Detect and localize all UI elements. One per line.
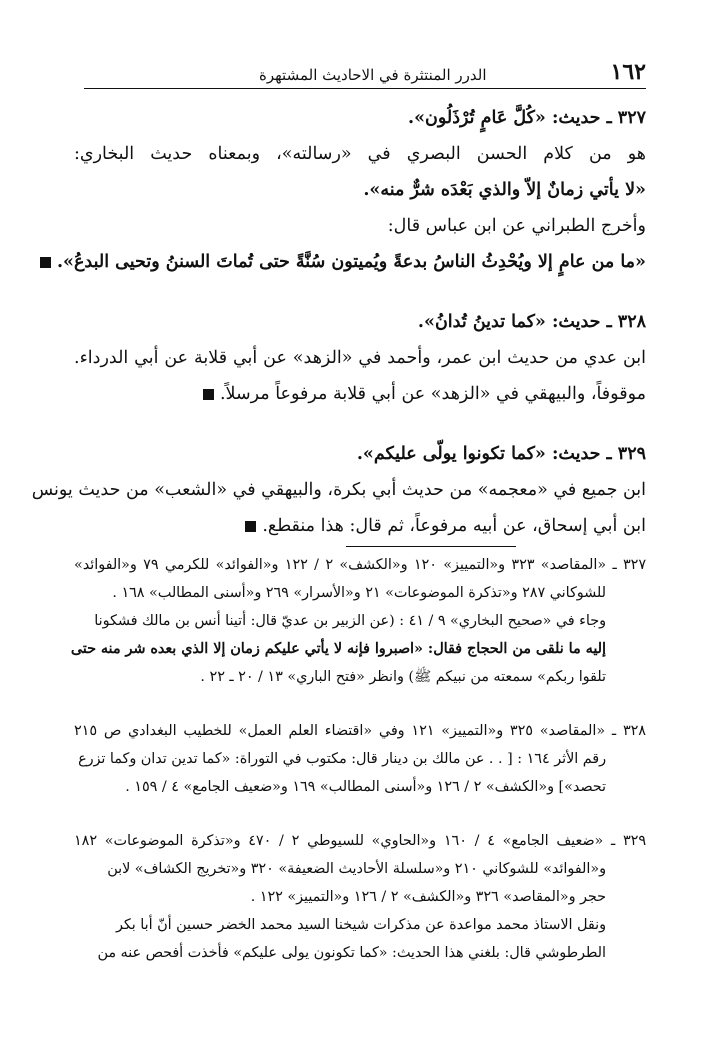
entry-heading: ٣٢٩ ـ حديث: «كما تكونوا يولّى عليكم». [356, 444, 646, 464]
running-title: الدرر المنتثرة في الاحاديث المشتهرة [259, 66, 487, 84]
entry-heading: ٣٢٨ ـ حديث: «كما تدينُ تُدانُ». [417, 312, 646, 332]
footnote-line: إليه ما نلقى من الحجاج فقال: «اصبروا فإنه لا يأتي عليكم زمان إلا الذي بعده شر منه حتى [70, 641, 606, 657]
footnote-line: الطرطوشي قال: بلغني هذا الحديث: «كما تكونون يولى عليكم» فأخذت أفحص عنه من [97, 945, 606, 961]
footnote-line: تلقوا ربكم» سمعته من نبيكم ﷺ) وانظر «فتح الباري» ١٣ / ٢٠ ـ ٢٢ . [200, 669, 606, 685]
page-number: ١٦٢ [610, 59, 646, 85]
end-mark-icon [203, 389, 214, 400]
entry-quote: «لا يأتي زمانٌ إلاّ والذي بَعْدَه شرٌّ منه». [363, 180, 646, 200]
page-header [84, 52, 646, 89]
footnote-line: وجاء في «صحيح البخاري» ٩ / ٤١ : (عن الزبير بن عديّ قال: أتينا أنس بن مالك فشكونا [94, 613, 606, 629]
entry-line: موقوفاً، والبيهقي في «الزهد» عن أبي قلابة مرفوعاً مرسلاً. [74, 376, 646, 412]
footnote-line: تحصد»] و«الكشف» ٢ / ١٢٦ و«أسنى المطالب» ١٦٩ و«ضعيف الجامع» ٤ / ١٥٩ . [125, 779, 606, 795]
entry-line: وأخرج الطبراني عن ابن عباس قال: [387, 216, 646, 236]
end-mark-icon [40, 257, 51, 268]
footnotes [70, 546, 647, 993]
footnote-329 [74, 827, 646, 967]
entry-line: ابن عدي من حديث ابن عمر، وأحمد في «الزهد» عن أبي قلابة عن أبي الدرداء. [74, 348, 646, 368]
footnote-line: للشوكاني ٢٨٧ و«تذكرة الموضوعات» ٢١ و«الأسرار» ٢٦٩ و«أسنى المطالب» ١٦٨ . [112, 585, 606, 601]
footnote-divider [346, 546, 516, 547]
footnote-327 [70, 551, 647, 691]
footnote-line: رقم الأثر ١٦٤ : [ . . عن مالك بن دينار قال: مكتوب في التوراة: «كما تدين تدان وكما تزرع [78, 751, 606, 767]
footnote-line: ونقل الاستاذ محمد مواعدة عن مذكرات شيخنا السيد محمد الخضر حسين أنّ أبا بكر [116, 917, 606, 933]
entry-quote: «ما من عامٍ إلا ويُحْدِثُ الناسُ بدعةً ويُميتون سُنَّةً حتى تُماتَ السننُ وتحيى البدعُ». [74, 244, 646, 280]
main-text [31, 100, 646, 568]
hadith-entry-327 [56, 100, 646, 280]
entry-heading: ٣٢٧ ـ حديث: «كُلَّ عَامٍ تُرْذَلُون». [407, 108, 646, 128]
hadith-entry-329 [31, 436, 646, 544]
entry-line: ابن أبي إسحاق، عن أبيه مرفوعاً، ثم قال: هذا منقطع. [74, 508, 646, 544]
entry-line: هو من كلام الحسن البصري في «رسالته»، وبمعناه حديث البخاري: [74, 144, 646, 164]
footnote-line: ٣٢٨ ـ «المقاصد» ٣٢٥ و«التمييز» ١٢١ وفي «اقتضاء العلم العمل» للخطيب البغدادي ص ٢١٥ [74, 723, 646, 739]
end-mark-icon [245, 521, 256, 532]
footnote-line: ٣٢٧ ـ «المقاصد» ٣٢٣ و«التمييز» ١٢٠ و«الكشف» ٢ / ١٢٢ و«الفوائد» للكرمي ٧٩ و«الفوائد» [74, 557, 647, 573]
footnote-line: و«الفوائد» للشوكاني ٢١٠ و«سلسلة الأحاديث الضعيفة» ٣٢٠ و«تخريج الكشاف» لابن [107, 861, 606, 877]
entry-line: ابن جميع في «معجمه» من حديث أبي بكرة، والبيهقي في «الشعب» من حديث يونس [31, 480, 646, 500]
footnote-line: ٣٢٩ ـ «ضعيف الجامع» ٤ / ١٦٠ و«الحاوي» للسيوطي ٢ / ٤٧٠ و«تذكرة الموضوعات» ١٨٢ [74, 833, 647, 849]
hadith-entry-328 [74, 304, 646, 412]
footnote-328 [74, 717, 646, 801]
footnote-line: حجر و«المقاصد» ٣٢٦ و«الكشف» ٢ / ١٢٦ و«التمييز» ١٢٢ . [250, 889, 606, 905]
